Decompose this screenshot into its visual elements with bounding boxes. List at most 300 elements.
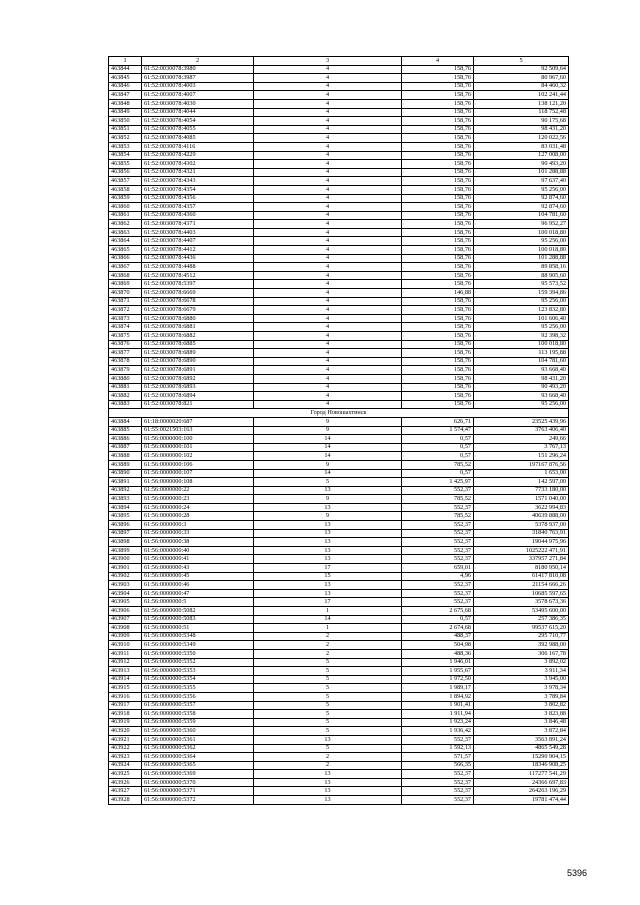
cadastral-value-cell: 3 892,02	[474, 658, 569, 667]
table-row	[109, 658, 569, 667]
group-code-cell: 4	[254, 211, 402, 220]
cadastral-number-cell: 61:56:0000000:108	[142, 478, 254, 487]
cadastral-value-cell: 3 978,34	[474, 684, 569, 693]
specific-value-cell: 1 955,67	[402, 667, 474, 676]
specific-value-cell: 552,37	[402, 546, 474, 555]
table-row	[109, 280, 569, 289]
group-code-cell: 5	[254, 744, 402, 753]
specific-value-cell: 158,76	[402, 237, 474, 246]
row-number-cell: 463862	[109, 220, 142, 229]
row-number-cell: 463887	[109, 443, 142, 452]
cadastral-number-cell: 61:52:0030078:6892	[142, 374, 254, 383]
group-code-cell: 4	[254, 254, 402, 263]
cadastral-value-cell: 197167 876,56	[474, 460, 569, 469]
cadastral-value-cell: 1 653,00	[474, 469, 569, 478]
row-number-cell: 463903	[109, 581, 142, 590]
cadastral-number-cell: 61:52:0030078:4354	[142, 185, 254, 194]
group-code-cell: 17	[254, 598, 402, 607]
row-number-cell: 463913	[109, 667, 142, 676]
cadastral-number-cell: 61:52:0030078:821	[142, 400, 254, 409]
row-number-cell: 463854	[109, 151, 142, 160]
group-code-cell: 13	[254, 778, 402, 787]
row-number-cell: 463850	[109, 117, 142, 126]
cadastral-number-cell: 61:56:0000000:5083	[142, 615, 254, 624]
row-number-cell: 463924	[109, 761, 142, 770]
cadastral-number-cell: 61:52:0030078:4302	[142, 160, 254, 169]
cadastral-value-cell: 19781 474,44	[474, 796, 569, 805]
group-code-cell: 4	[254, 349, 402, 358]
specific-value-cell: 158,76	[402, 177, 474, 186]
cadastral-value-cell: 99537 615,20	[474, 624, 569, 633]
row-number-cell: 463888	[109, 452, 142, 461]
specific-value-cell: 552,37	[402, 555, 474, 564]
cadastral-value-cell: 138 121,20	[474, 99, 569, 108]
table-row	[109, 392, 569, 401]
table-row	[109, 314, 569, 323]
cadastral-number-cell: 61:56:0000000:5353	[142, 667, 254, 676]
cadastral-value-cell: 101 606,40	[474, 314, 569, 323]
row-number-cell: 463911	[109, 649, 142, 658]
cadastral-value-cell: 3 945,00	[474, 675, 569, 684]
specific-value-cell: 785,52	[402, 512, 474, 521]
table-row	[109, 469, 569, 478]
specific-value-cell: 504,98	[402, 641, 474, 650]
row-number-cell: 463920	[109, 727, 142, 736]
table-row	[109, 134, 569, 143]
specific-value-cell: 1 425,97	[402, 478, 474, 487]
group-code-cell: 1	[254, 607, 402, 616]
cadastral-number-cell: 61:56:0000000:5364	[142, 753, 254, 762]
table-row	[109, 572, 569, 581]
specific-value-cell: 158,76	[402, 254, 474, 263]
cadastral-number-cell: 61:52:0030078:6890	[142, 357, 254, 366]
specific-value-cell: 1 923,24	[402, 718, 474, 727]
group-code-cell: 4	[254, 108, 402, 117]
specific-value-cell: 158,76	[402, 349, 474, 358]
specific-value-cell: 158,76	[402, 142, 474, 151]
cadastral-value-cell: 95 256,00	[474, 297, 569, 306]
group-code-cell: 4	[254, 91, 402, 100]
group-code-cell: 4	[254, 263, 402, 272]
specific-value-cell: 0,57	[402, 443, 474, 452]
specific-value-cell: 488,37	[402, 632, 474, 641]
specific-value-cell: 552,37	[402, 770, 474, 779]
group-code-cell: 5	[254, 718, 402, 727]
table-row	[109, 598, 569, 607]
row-number-cell: 463880	[109, 374, 142, 383]
group-code-cell: 4	[254, 383, 402, 392]
table-row	[109, 778, 569, 787]
specific-value-cell: 158,76	[402, 74, 474, 83]
cadastral-value-cell: 89 858,16	[474, 263, 569, 272]
cadastral-value-cell: 15290 904,15	[474, 753, 569, 762]
group-code-cell: 4	[254, 185, 402, 194]
cadastral-number-cell: 61:56:0000000:47	[142, 589, 254, 598]
table-row	[109, 99, 569, 108]
group-code-cell: 14	[254, 469, 402, 478]
group-code-cell: 4	[254, 374, 402, 383]
group-code-cell: 4	[254, 340, 402, 349]
table-row	[109, 177, 569, 186]
specific-value-cell: 1 592,13	[402, 744, 474, 753]
table-row	[109, 168, 569, 177]
specific-value-cell: 785,52	[402, 460, 474, 469]
cadastral-value-cell: 95 256,00	[474, 185, 569, 194]
specific-value-cell: 158,76	[402, 366, 474, 375]
cadastral-number-cell: 61:56:0000000:5365	[142, 761, 254, 770]
table-row	[109, 667, 569, 676]
row-number-cell: 463886	[109, 435, 142, 444]
specific-value-cell: 552,37	[402, 529, 474, 538]
page-number: 5396	[567, 868, 588, 878]
specific-value-cell: 158,76	[402, 263, 474, 272]
table-row	[109, 74, 569, 83]
row-number-cell: 463868	[109, 271, 142, 280]
cadastral-number-cell: 61:56:0000000:5350	[142, 649, 254, 658]
specific-value-cell: 158,76	[402, 332, 474, 341]
cadastral-number-cell: 61:52:0030078:6891	[142, 366, 254, 375]
specific-value-cell: 1 911,94	[402, 710, 474, 719]
specific-value-cell: 158,76	[402, 82, 474, 91]
specific-value-cell: 552,37	[402, 598, 474, 607]
cadastral-value-cell: 264263 196,29	[474, 787, 569, 796]
cadastral-number-cell: 61:52:0030078:4003	[142, 82, 254, 91]
table-row	[109, 787, 569, 796]
table-row	[109, 710, 569, 719]
cadastral-value-cell: 100 018,80	[474, 228, 569, 237]
cadastral-number-cell: 61:56:0000000:5369	[142, 770, 254, 779]
row-number-cell: 463923	[109, 753, 142, 762]
group-code-cell: 13	[254, 581, 402, 590]
specific-value-cell: 158,76	[402, 306, 474, 315]
row-number-cell: 463925	[109, 770, 142, 779]
specific-value-cell: 552,37	[402, 787, 474, 796]
group-code-cell: 5	[254, 684, 402, 693]
specific-value-cell: 158,76	[402, 271, 474, 280]
cadastral-value-cell: 392 988,00	[474, 641, 569, 650]
specific-value-cell: 158,76	[402, 323, 474, 332]
row-number-cell: 463856	[109, 168, 142, 177]
specific-value-cell: 158,76	[402, 194, 474, 203]
cadastral-number-cell: 61:52:0030078:4488	[142, 263, 254, 272]
specific-value-cell: 158,76	[402, 400, 474, 409]
row-number-cell: 463847	[109, 91, 142, 100]
row-number-cell: 463909	[109, 632, 142, 641]
table-row	[109, 546, 569, 555]
cadastral-number-cell: 61:52:0030078:4403	[142, 228, 254, 237]
section-header-row	[109, 409, 569, 418]
cadastral-number-cell: 61:52:0030078:3987	[142, 74, 254, 83]
table-row	[109, 735, 569, 744]
cadastral-number-cell: 61:52:0030078:4030	[142, 99, 254, 108]
cadastral-number-cell: 61:56:0000000:100	[142, 435, 254, 444]
row-number-cell: 463861	[109, 211, 142, 220]
cadastral-number-cell: 61:56:0000000:5082	[142, 607, 254, 616]
cadastral-number-cell: 61:56:0000000:40	[142, 546, 254, 555]
table-row	[109, 675, 569, 684]
table-row	[109, 108, 569, 117]
group-code-cell: 5	[254, 692, 402, 701]
group-code-cell: 4	[254, 392, 402, 401]
table-row	[109, 228, 569, 237]
specific-value-cell: 1 574,47	[402, 426, 474, 435]
cadastral-number-cell: 61:52:0030078:4407	[142, 237, 254, 246]
table-row	[109, 417, 569, 426]
specific-value-cell: 0,57	[402, 435, 474, 444]
column-header-3: 3	[254, 57, 402, 66]
cadastral-value-cell: 151 296,24	[474, 452, 569, 461]
group-code-cell: 4	[254, 168, 402, 177]
specific-value-cell: 552,37	[402, 486, 474, 495]
cadastral-number-cell: 61:52:0030078:6679	[142, 306, 254, 315]
cadastral-number-cell: 61:52:0030078:4054	[142, 117, 254, 126]
specific-value-cell: 0,57	[402, 615, 474, 624]
cadastral-value-cell: 1571 040,00	[474, 495, 569, 504]
table-row	[109, 306, 569, 315]
cadastral-value-cell: 53495 600,00	[474, 607, 569, 616]
specific-value-cell: 2 674,68	[402, 624, 474, 633]
table-row	[109, 607, 569, 616]
specific-value-cell: 158,76	[402, 220, 474, 229]
row-number-cell: 463898	[109, 538, 142, 547]
cadastral-number-cell: 61:52:0030078:4512	[142, 271, 254, 280]
row-number-cell: 463845	[109, 74, 142, 83]
group-code-cell: 4	[254, 366, 402, 375]
cadastral-value-cell: 120 022,56	[474, 134, 569, 143]
cadastral-number-cell: 61:56:0000000:5358	[142, 710, 254, 719]
group-code-cell: 4	[254, 400, 402, 409]
table-row	[109, 503, 569, 512]
row-number-cell: 463917	[109, 701, 142, 710]
cadastral-number-cell: 61:52:0030078:4116	[142, 142, 254, 151]
group-code-cell: 4	[254, 177, 402, 186]
specific-value-cell: 158,76	[402, 99, 474, 108]
specific-value-cell: 158,76	[402, 314, 474, 323]
group-code-cell: 5	[254, 710, 402, 719]
table-row	[109, 641, 569, 650]
specific-value-cell: 1 936,42	[402, 727, 474, 736]
table-row	[109, 460, 569, 469]
cadastral-number-cell: 61:52:0030078:4436	[142, 254, 254, 263]
row-number-cell: 463859	[109, 194, 142, 203]
table-row	[109, 246, 569, 255]
group-code-cell: 2	[254, 753, 402, 762]
table-row	[109, 615, 569, 624]
group-code-cell: 4	[254, 246, 402, 255]
column-header-5: 5	[474, 57, 569, 66]
group-code-cell: 9	[254, 512, 402, 521]
specific-value-cell: 566,35	[402, 761, 474, 770]
cadastral-value-cell: 127 008,00	[474, 151, 569, 160]
cadastral-number-cell: 61:56:0000000:33	[142, 529, 254, 538]
cadastral-value-cell: 90 493,20	[474, 160, 569, 169]
group-code-cell: 13	[254, 486, 402, 495]
row-number-cell: 463890	[109, 469, 142, 478]
table-row	[109, 649, 569, 658]
specific-value-cell: 1 989,17	[402, 684, 474, 693]
row-number-cell: 463855	[109, 160, 142, 169]
specific-value-cell: 158,76	[402, 340, 474, 349]
specific-value-cell: 552,37	[402, 735, 474, 744]
row-number-cell: 463926	[109, 778, 142, 787]
row-number-cell: 463928	[109, 796, 142, 805]
table-row	[109, 263, 569, 272]
column-header-1: 1	[109, 57, 142, 66]
cadastral-number-cell: 61:56:0000000:5	[142, 598, 254, 607]
table-body-lower	[109, 417, 569, 804]
specific-value-cell: 158,76	[402, 246, 474, 255]
row-number-cell: 463879	[109, 366, 142, 375]
group-code-cell: 1	[254, 624, 402, 633]
cadastral-value-cell: 83 031,48	[474, 142, 569, 151]
cadastral-number-cell: 61:52:0030078:6669	[142, 289, 254, 298]
group-code-cell: 4	[254, 125, 402, 134]
cadastral-value-cell: 95 256,00	[474, 323, 569, 332]
cadastral-number-cell: 61:55:0021503:163	[142, 426, 254, 435]
row-number-cell: 463882	[109, 392, 142, 401]
cadastral-number-cell: 61:56:0000000:22	[142, 486, 254, 495]
group-code-cell: 4	[254, 280, 402, 289]
table-row	[109, 632, 569, 641]
table-row	[109, 323, 569, 332]
cadastral-number-cell: 61:52:0030078:4085	[142, 134, 254, 143]
cadastral-value-cell: 31840 763,91	[474, 529, 569, 538]
cadastral-value-cell: 101 288,88	[474, 168, 569, 177]
group-code-cell: 4	[254, 82, 402, 91]
group-code-cell: 4	[254, 65, 402, 74]
cadastral-number-cell: 61:56:0000000:3	[142, 521, 254, 530]
row-number-cell: 463900	[109, 555, 142, 564]
cadastral-number-cell: 61:56:0000000:23	[142, 495, 254, 504]
cadastral-number-cell: 61:56:0000000:101	[142, 443, 254, 452]
row-number-cell: 463872	[109, 306, 142, 315]
row-number-cell: 463919	[109, 718, 142, 727]
group-code-cell: 4	[254, 332, 402, 341]
table-row	[109, 383, 569, 392]
cadastral-value-cell: 3 872,84	[474, 727, 569, 736]
cadastral-value-cell: 92 874,60	[474, 194, 569, 203]
cadastral-number-cell: 61:52:0030078:4007	[142, 91, 254, 100]
group-code-cell: 5	[254, 667, 402, 676]
group-code-cell: 14	[254, 443, 402, 452]
cadastral-value-cell: 93 668,40	[474, 392, 569, 401]
group-code-cell: 4	[254, 323, 402, 332]
group-code-cell: 5	[254, 727, 402, 736]
row-number-cell: 463907	[109, 615, 142, 624]
row-number-cell: 463870	[109, 289, 142, 298]
cadastral-value-cell: 257 386,35	[474, 615, 569, 624]
cadastral-value-cell: 7733 180,00	[474, 486, 569, 495]
group-code-cell: 14	[254, 615, 402, 624]
row-number-cell: 463908	[109, 624, 142, 633]
cadastral-value-cell: 95 256,00	[474, 237, 569, 246]
group-code-cell: 5	[254, 675, 402, 684]
cadastral-number-cell: 61:52:0030078:6880	[142, 314, 254, 323]
table-row	[109, 718, 569, 727]
cadastral-value-cell: 98 431,20	[474, 125, 569, 134]
cadastral-number-cell: 61:56:0000000:5356	[142, 692, 254, 701]
cadastral-value-cell: 98 431,20	[474, 374, 569, 383]
specific-value-cell: 158,76	[402, 203, 474, 212]
group-code-cell: 4	[254, 203, 402, 212]
table-row	[109, 538, 569, 547]
specific-value-cell: 1 946,01	[402, 658, 474, 667]
specific-value-cell: 785,52	[402, 495, 474, 504]
specific-value-cell: 2 675,68	[402, 607, 474, 616]
cadastral-number-cell: 61:56:0000000:5361	[142, 735, 254, 744]
cadastral-number-cell: 61:56:0000000:28	[142, 512, 254, 521]
cadastral-value-cell: 117277 541,29	[474, 770, 569, 779]
table-row	[109, 297, 569, 306]
row-number-cell: 463873	[109, 314, 142, 323]
cadastral-value-cell: 84 460,32	[474, 82, 569, 91]
table-row	[109, 796, 569, 805]
cadastral-value-cell: 3578 673,36	[474, 598, 569, 607]
specific-value-cell: 158,76	[402, 108, 474, 117]
table-row	[109, 91, 569, 100]
group-code-cell: 13	[254, 538, 402, 547]
cadastral-value-cell: 8180 950,14	[474, 564, 569, 573]
cadastral-number-cell: 61:52:0030078:4360	[142, 211, 254, 220]
group-code-cell: 9	[254, 460, 402, 469]
cadastral-value-cell: 1025222 471,91	[474, 546, 569, 555]
cadastral-value-cell: 96 952,27	[474, 220, 569, 229]
group-code-cell: 4	[254, 357, 402, 366]
cadastral-number-cell: 61:56:0000000:5370	[142, 778, 254, 787]
cadastral-value-cell: 80 967,60	[474, 74, 569, 83]
table-row	[109, 701, 569, 710]
row-number-cell: 463912	[109, 658, 142, 667]
cadastral-value-cell: 100 018,80	[474, 340, 569, 349]
row-number-cell: 463846	[109, 82, 142, 91]
cadastral-value-cell: 101 288,88	[474, 254, 569, 263]
specific-value-cell: 571,57	[402, 753, 474, 762]
group-code-cell: 4	[254, 297, 402, 306]
table-row	[109, 495, 569, 504]
row-number-cell: 463869	[109, 280, 142, 289]
group-code-cell: 4	[254, 74, 402, 83]
specific-value-cell: 158,76	[402, 91, 474, 100]
cadastral-number-cell: 61:52:0030078:3980	[142, 65, 254, 74]
row-number-cell: 463915	[109, 684, 142, 693]
cadastral-number-cell: 61:52:0030078:4044	[142, 108, 254, 117]
group-code-cell: 4	[254, 271, 402, 280]
table-row	[109, 117, 569, 126]
group-code-cell: 13	[254, 770, 402, 779]
table-row	[109, 357, 569, 366]
table-row	[109, 374, 569, 383]
table-row	[109, 125, 569, 134]
specific-value-cell: 158,76	[402, 65, 474, 74]
table-row	[109, 203, 569, 212]
cadastral-number-cell: 61:56:0000000:45	[142, 572, 254, 581]
table-row	[109, 237, 569, 246]
cadastral-number-cell: 61:56:0000000:5348	[142, 632, 254, 641]
cadastral-number-cell: 61:56:0000000:24	[142, 503, 254, 512]
cadastral-value-cell: 90 493,20	[474, 383, 569, 392]
table-row	[109, 589, 569, 598]
cadastral-number-cell: 61:52:0030078:6894	[142, 392, 254, 401]
table-row	[109, 271, 569, 280]
group-code-cell: 14	[254, 435, 402, 444]
group-code-cell: 4	[254, 151, 402, 160]
cadastral-number-cell: 61:52:0030078:4357	[142, 203, 254, 212]
cadastral-number-cell: 61:52:0030078:6889	[142, 349, 254, 358]
specific-value-cell: 158,76	[402, 392, 474, 401]
group-code-cell: 4	[254, 117, 402, 126]
specific-value-cell: 146,88	[402, 289, 474, 298]
cadastral-value-cell: 4865 549,28	[474, 744, 569, 753]
